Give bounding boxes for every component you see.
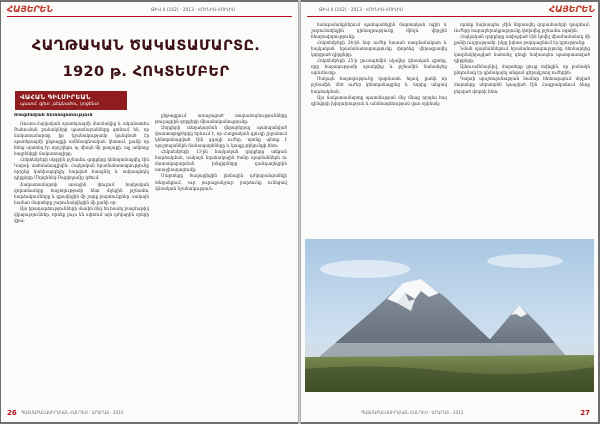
issue-line-right: ԹԻՎ 4 (162) · 2013 · ՀՈՒՆԻՍ-ՀՈՒԼԻՍ (319, 8, 404, 13)
right-page (301, 2, 598, 422)
paragraph: Մարտերը ծավալվեցին լեռնային դժվարանցանելի տեղանքում, ուր յուրաքանչյուր բարձունք ունեցավ վճռական նշանակություն: (155, 173, 287, 191)
author-box (15, 91, 127, 110)
footer-right: ՊԱՏՄԱԲԱՆԱՍԻՐԱԿԱՆ ՀԱՆԴԵՍ · ԱՐԱՐԱՏ · 2013 (361, 410, 464, 415)
mount-ararat-photo (305, 239, 594, 392)
issue-line-left: ԹԻՎ 4 (162) · 2013 · ՀՈՒՆԻՍ-ՀՈՒԼԻՍ (151, 8, 236, 13)
author-role: պատմ. գիտ. թեկնածու, դոցենտ (20, 102, 100, 107)
paragraph: Այս իրադարձությունների մասին մեզ են հասել բազմաթիվ վկայություններ, որոնք լույս են սփռում այն դժվարին օրերի վրա: (14, 205, 149, 223)
paragraph: Հոկտեմբերի սկզբին թշնամու զորքերը կենտրոնացվել էին Կարսի սահմանագլխին: Հայկական հրամանատարությունը որոշեց կանխարգելիչ հարված հասցնել և ամրապնդել դիրքերը Մերդենեկ-Սարիղամիշ գծում: (14, 157, 149, 181)
paragraph: ընթացքում առաջացած տարաձայնությունները թուլացրին զորքերի միասնականությունը: (155, 113, 287, 125)
paragraph: Հայկական զորքերը ստիպված էին կռվել միաժամանակ մի քանի ուղղությամբ, ինչը խիստ բարդացնում էր դրությունը: (454, 34, 590, 46)
page-number-left: 26 (7, 409, 17, 417)
header-rule-right (307, 16, 592, 17)
magazine-logo-right: ՀԱՅԵՐԵՆ (549, 5, 595, 15)
article-title: ՀԱՂԹԱԿԱՆ ԾԱԿԱՏԱՄԱՐՏԸ. (31, 38, 261, 54)
footer-left: ՊԱՏՄԱԲԱՆԱՍԻՐԱԿԱՆ ՀԱՆԴԵՍ · ԱՐԱՐԱՏ · 2013 (21, 410, 124, 415)
mountain-image (305, 239, 594, 392)
paragraph: Կարսի պաշտպանության համար հետագայում մղված մարտերը սերտորեն կապված էին Հաղթականում ձեռք բերված փորձի հետ: (454, 76, 590, 94)
header-rule (7, 16, 292, 17)
article-subtitle: 1920 թ. ՀՈԿՏԵՄԲԵՐ (62, 64, 230, 80)
paragraph: Հոկտեմբերի 13-ին հայկական զորքերը անցան հարձակման, սակայն եղանակային ծանր պայմաններն ու մատակարարման խնդիրները դանդաղեցրին առաջխաղացումը: (155, 149, 287, 173)
paragraph: Ռուսա-Հայկական պատերազմի մասնակից և ականատես Շահուման բանակների պատմաբանները գտնում են, որ ճակատամարտը իր նշանակությամբ կանգնած էր պատերազմի ընթացքի ամենավճռական կետում, քանի որ հենց այստեղ էր որոշվելու ոչ միայն մի քաղաքի, այլ ամբողջ հայրենիքի ճակատագիրը: (14, 121, 149, 157)
text-column-3 (311, 22, 447, 234)
article-lead: Ռազմական հետազոտություն (14, 113, 93, 118)
paragraph: Ճակատամարտի առաջին փուլում հայկական զորամասերը հաջողությամբ հետ մղեցին թշնամու հարձակումները և գրավեցին մի շարք բարձունքներ, սակայն համառ մարտերը շարունակվեցին մի քանի օր: (14, 181, 149, 205)
paragraph: Նման պայմաններում հրամանատարությունը ձեռնարկեց կազմակերպված նահանջ դեպի նախապես պատրաստված դիրքերը: (454, 46, 590, 64)
left-page (1, 2, 298, 422)
author-name: ՎԱՀԱՆ ԳԻԼՄԻՐԵԱՆ (20, 93, 91, 101)
paragraph: Հոկտեմբերի 24-ին նոր ուժեր հասան ռազմաճակատ և հայկական հրամանատարությունը փորձեց վերագրավել կորցրած դիրքերը: (311, 40, 447, 58)
text-column-1 (14, 113, 149, 413)
paragraph: Այնուամենայնիվ, մարտերը ցույց տվեցին, որ բանակն ընդունակ էր դիմակայել անգամ գերակշռող ուժերին: (454, 64, 590, 76)
paragraph: որոնք նախապես չէին ներառվել զորամասերի կազմում: Ուժերի հարաբերակցությունը փոխվեց թշնամու օգտին: (454, 22, 590, 34)
paragraph: Զորքերի տեղակայման վերաբերյալ պահպանված փաստաթղթերից երևում է, որ Հաղթական գյուղի շրջանում կենտրոնացված էին զգալի ուժեր, որոնք պետք է պաշտպանեին ճանապարհները և կապը թիկունքի հետ: (155, 125, 287, 149)
text-column-2 (155, 113, 287, 413)
paragraph: Հոկտեմբերի 25-ի լուսադեմին սկսվեց վճռական գրոհը, որը հաջողությամբ պսակվեց և թշնամին նահանջեց արևմուտք: (311, 58, 447, 76)
paragraph: հանգամանքներում պահպանեցին մարտական ոգին և շարունակեցին դիմադրությունը մինչև վերջին հնարավորությունը: (311, 22, 447, 40)
page-number-right: 27 (580, 409, 590, 417)
paragraph: Այս ճակատամարտը պատմության մեջ մնաց որպես հայ զինվորի խիզախության և անձնազոհության վառ օրինակ: (311, 94, 447, 106)
text-column-4 (454, 22, 590, 234)
magazine-logo: ՀԱՅԵՐԵՆ (7, 5, 53, 15)
paragraph: Սակայն հաջողությունը կարճատև եղավ, քանի որ թշնամին մեծ ուժեր կենտրոնացրեց և նորից անցավ հարձակման: (311, 76, 447, 94)
